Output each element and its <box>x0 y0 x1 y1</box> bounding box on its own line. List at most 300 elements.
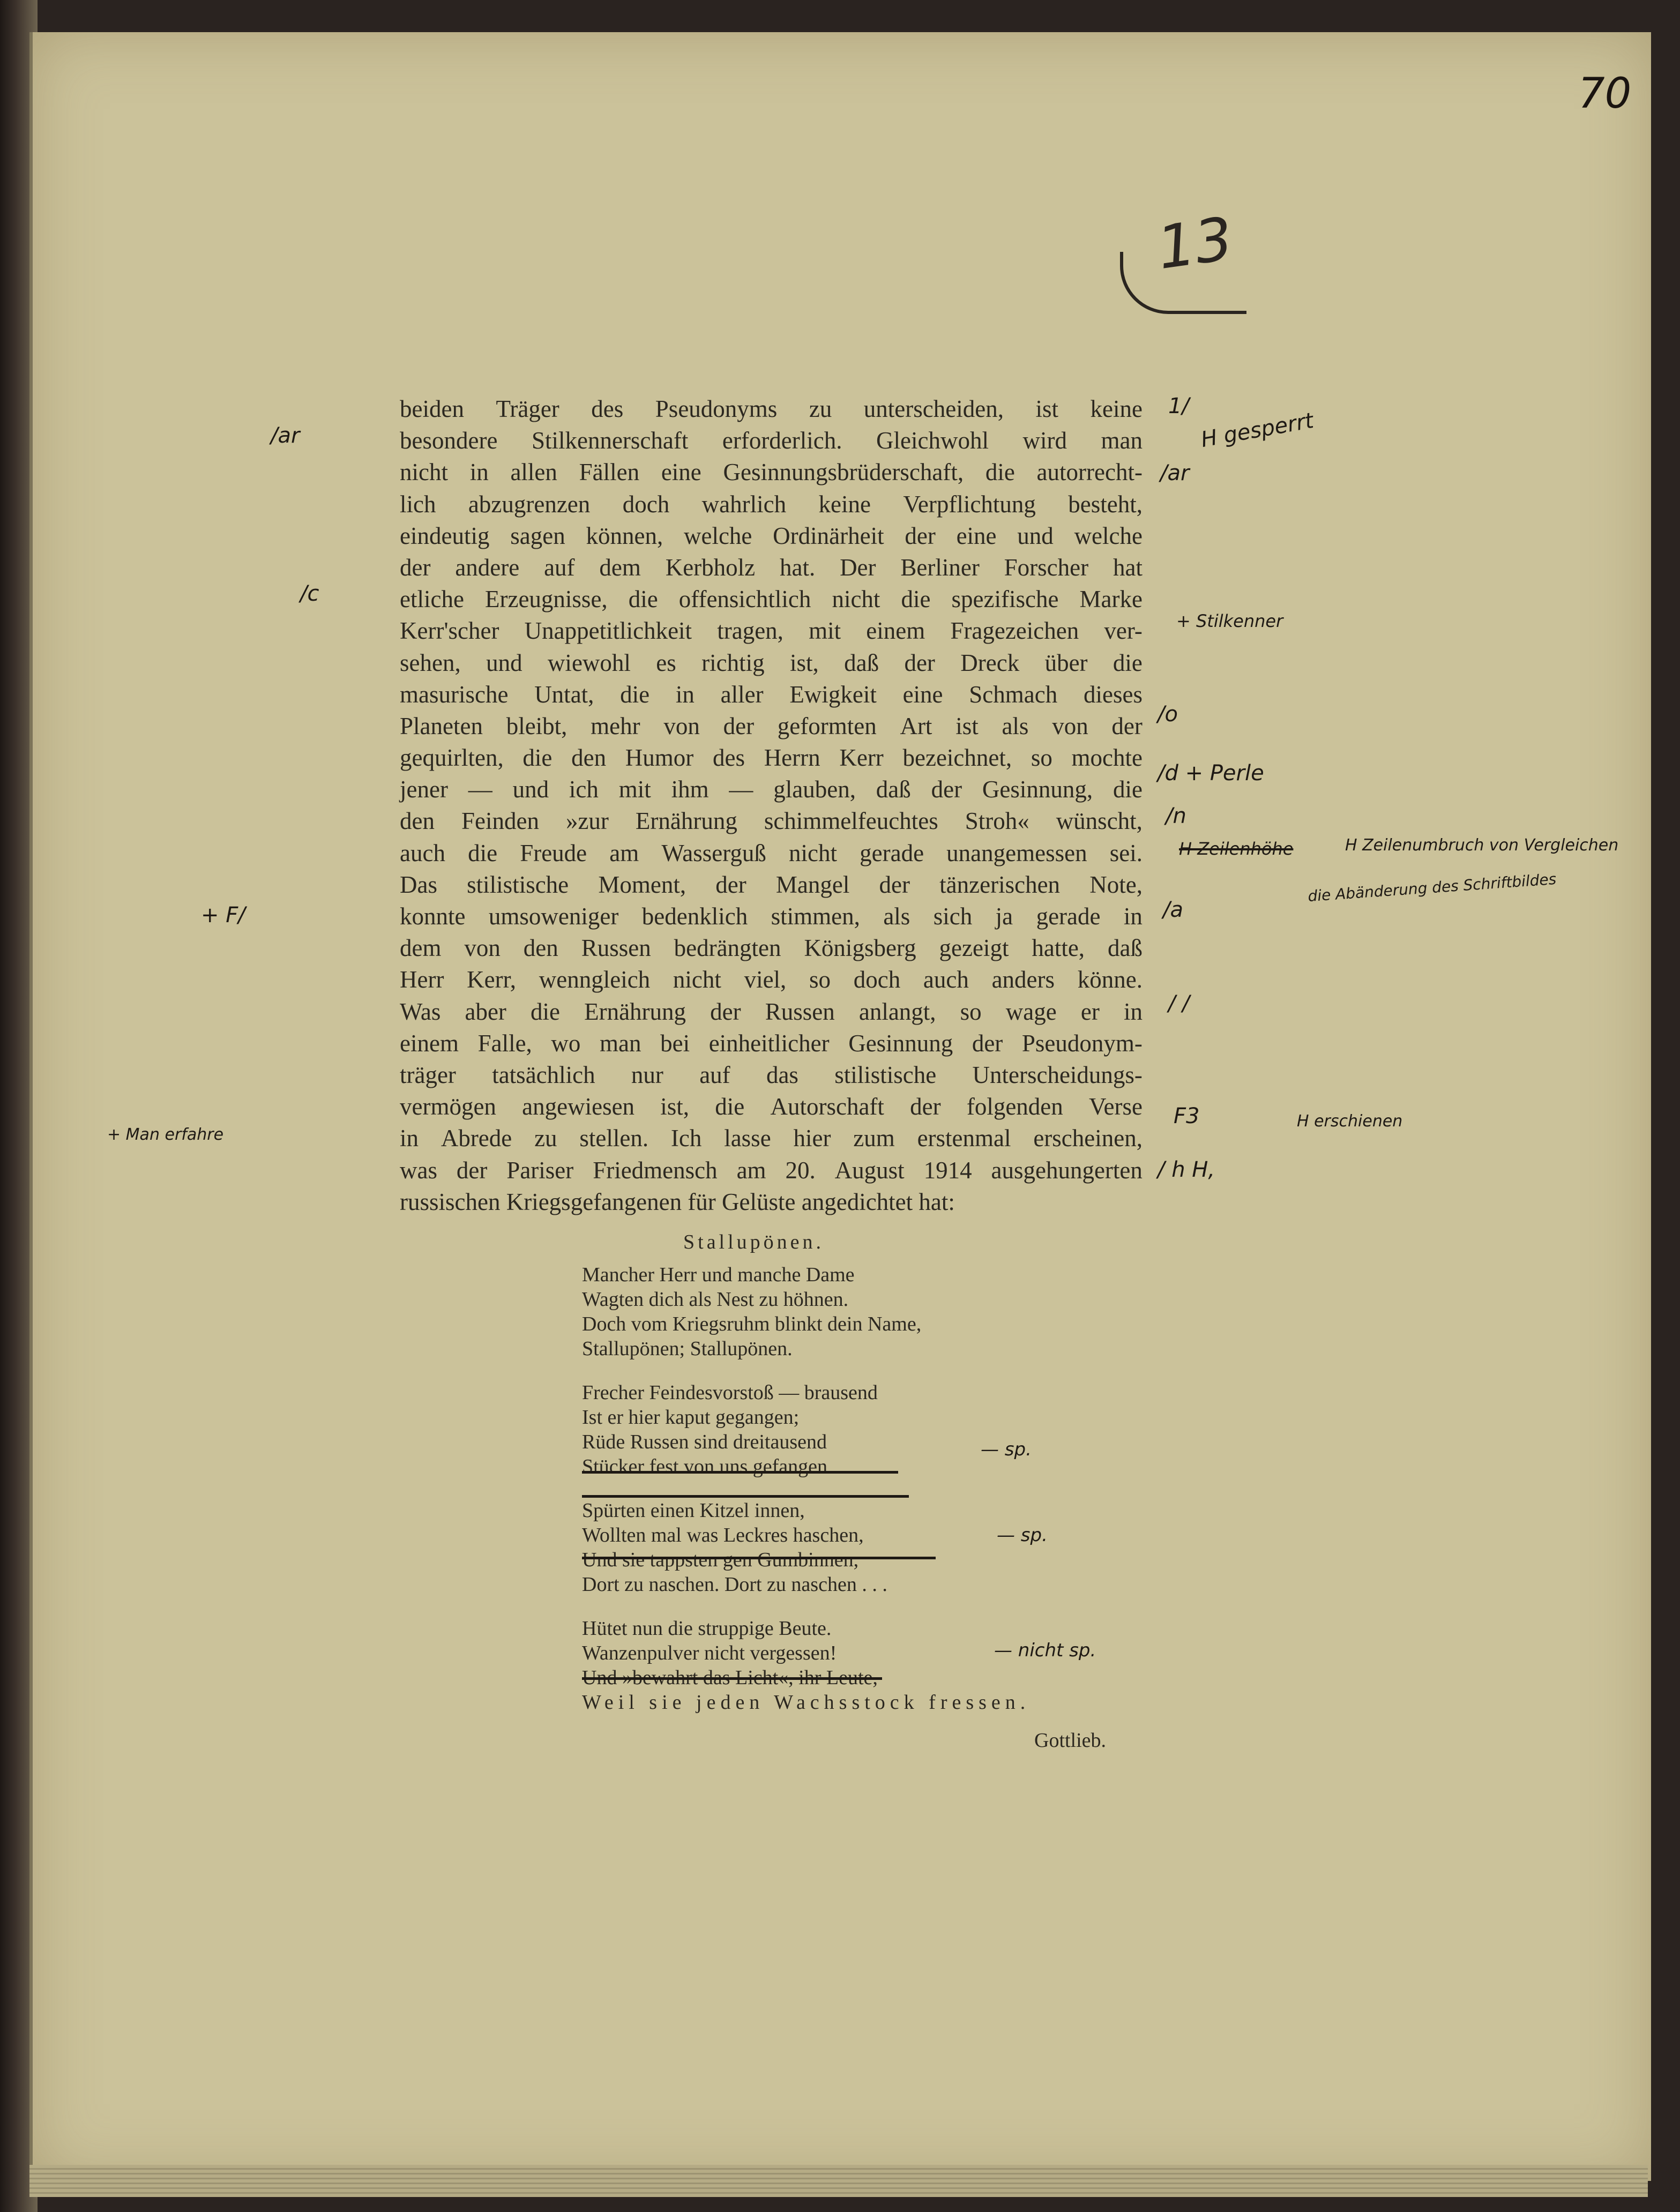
word: Herrn <box>764 744 820 772</box>
margin-note: — sp. <box>981 1439 1032 1460</box>
word: dem <box>599 554 641 581</box>
word: bedenklich <box>641 903 748 930</box>
prose-line <box>400 869 1143 901</box>
word: er <box>1080 998 1100 1025</box>
word: nur <box>631 1061 663 1088</box>
word: ausgehungerten <box>991 1156 1143 1184</box>
word: der <box>1111 712 1143 739</box>
word: der <box>710 998 741 1025</box>
word: Kerr'scher <box>400 617 499 645</box>
margin-note: /d + Perle <box>1158 761 1264 786</box>
word: nicht <box>400 459 448 486</box>
word: mehr <box>591 712 640 739</box>
word: tatsächlich <box>492 1061 595 1088</box>
word: einheitlicher <box>708 1029 830 1057</box>
word: können, <box>586 522 663 549</box>
prose-line <box>400 393 1143 425</box>
poem-stanza <box>582 1498 1118 1597</box>
word: am <box>609 839 639 866</box>
word: schimmelfeuchtes <box>764 808 938 835</box>
word: und <box>486 649 522 676</box>
word: Fragezeichen <box>950 617 1079 645</box>
word: ist <box>955 712 979 739</box>
word: Kerbholz <box>665 554 756 581</box>
poem-line: Und »bewahrt das Licht«, ihr Leute, <box>582 1667 878 1689</box>
word: Mangel <box>775 871 850 898</box>
word: eindeutig <box>400 522 490 549</box>
word: bedrängten <box>674 935 781 962</box>
word: das <box>766 1061 798 1088</box>
word: Unterscheidungs- <box>972 1061 1143 1088</box>
word: Note, <box>1089 871 1143 898</box>
word: ja <box>995 903 1013 930</box>
word: sei. <box>1109 839 1143 866</box>
margin-note: die Abänderung des Schriftbildes <box>1307 870 1557 906</box>
word: der <box>972 1029 1003 1057</box>
prose-line <box>400 1059 1143 1091</box>
word: Moment, <box>598 871 686 898</box>
prose-body <box>400 393 1143 1218</box>
margin-note: H Zeilenumbruch von Vergleichen <box>1345 836 1619 855</box>
word: zu <box>809 395 832 422</box>
prose-line <box>400 520 1143 552</box>
word: jener <box>400 776 448 803</box>
word: eine <box>661 459 701 486</box>
word: mochte <box>1071 744 1143 772</box>
word: — <box>468 776 492 803</box>
word: gezeigt <box>939 935 1009 962</box>
word: hatte, <box>1032 935 1085 962</box>
word: angewiesen <box>522 1093 635 1120</box>
prose-line <box>400 711 1143 742</box>
word: lich <box>400 490 436 518</box>
word: dem <box>400 935 442 962</box>
word: man <box>600 1029 641 1057</box>
word: in <box>1123 903 1143 930</box>
word: die <box>620 681 650 708</box>
poem-line: Weil sie jeden Wachsstock fressen. <box>582 1691 1031 1714</box>
word: eine <box>902 681 943 708</box>
margin-note: — sp. <box>997 1525 1048 1546</box>
word: abzugrenzen <box>468 490 591 518</box>
poem-stanza <box>582 1616 1118 1715</box>
poem-stanza <box>582 1380 1118 1479</box>
word: Wasserguß <box>661 839 766 866</box>
word: Russen <box>765 998 835 1025</box>
word: Ernährung <box>635 808 737 835</box>
word: beiden <box>400 395 464 422</box>
word: daß <box>844 649 879 676</box>
word: keine <box>818 490 871 518</box>
word: Autorschaft <box>770 1093 884 1120</box>
word: welche <box>683 522 752 549</box>
word: nicht <box>832 586 880 613</box>
word: Verse <box>1088 1093 1143 1120</box>
word: ich <box>569 776 599 803</box>
prose-line <box>400 489 1143 520</box>
word: Unappetitlichkeit <box>524 617 692 645</box>
word: August <box>834 1156 905 1184</box>
word: lasse <box>724 1125 771 1152</box>
prose-line <box>400 901 1143 932</box>
underline-mark <box>582 1471 898 1474</box>
margin-note: H gesperrt <box>1199 408 1316 453</box>
word: doch <box>622 490 670 518</box>
word: zum <box>853 1125 895 1152</box>
word: Gesinnung <box>848 1029 953 1057</box>
word: könne. <box>1077 966 1143 993</box>
word: geformten <box>777 712 877 739</box>
word: Herr <box>400 966 444 993</box>
word: stellen. <box>579 1125 649 1152</box>
word: Fällen <box>579 459 640 486</box>
poem-line: Ist er hier kaput gegangen; <box>582 1406 800 1429</box>
word: Falle, <box>477 1029 532 1057</box>
word: sagen <box>510 522 565 549</box>
word: wenngleich <box>539 966 651 993</box>
word: ver- <box>1104 617 1143 645</box>
prose-line <box>400 615 1143 647</box>
word: Gesinnung, <box>982 776 1093 803</box>
poem-line: Dort zu naschen. Dort zu naschen . . . <box>582 1573 887 1596</box>
word: anlangt, <box>858 998 936 1025</box>
word: Friedmensch <box>593 1156 718 1184</box>
word: Berliner <box>900 554 980 581</box>
word: 20. <box>785 1156 816 1184</box>
prose-line <box>400 647 1143 679</box>
word: Pseudonyms <box>655 395 778 422</box>
word: Feinden <box>461 808 539 835</box>
word: die <box>628 586 658 613</box>
word: in <box>400 1125 419 1152</box>
word: Dreck <box>960 649 1020 676</box>
word: erstenmal <box>917 1125 1011 1152</box>
word: den <box>400 808 435 835</box>
word: tänzerischen <box>939 871 1061 898</box>
word: der <box>905 522 936 549</box>
word: unterscheiden, <box>863 395 1004 422</box>
word: die <box>522 744 552 772</box>
poem-signature: Gottlieb. <box>1034 1729 1107 1752</box>
word: Abrede <box>440 1125 512 1152</box>
word: Humor <box>625 744 694 772</box>
poem-title: Stallupönen. <box>683 1231 825 1253</box>
word: wo <box>551 1029 581 1057</box>
word: von <box>1052 712 1088 739</box>
word: Das <box>400 871 437 898</box>
poem-line: Mancher Herr und manche Dame <box>582 1264 855 1286</box>
word: zu <box>534 1125 557 1152</box>
margin-note: — nicht sp. <box>994 1640 1096 1661</box>
poem-line: Spürten einen Kitzel innen, <box>582 1499 805 1522</box>
word: auch <box>400 839 445 866</box>
word: in <box>675 681 695 708</box>
margin-note: /c <box>300 581 319 606</box>
margin-note: /ar <box>1160 461 1190 485</box>
word: am <box>736 1156 766 1184</box>
prose-line: russischen Kriegsgefangenen für Gelüste angedichtet hat: <box>400 1188 955 1215</box>
word: von <box>464 935 501 962</box>
word: vermögen <box>400 1093 496 1120</box>
word: der <box>904 649 935 676</box>
word: tragen, <box>717 617 783 645</box>
word: Pariser <box>506 1156 574 1184</box>
margin-note: / / <box>1168 991 1190 1016</box>
word: ist <box>1035 395 1058 422</box>
underline-mark <box>582 1557 936 1559</box>
word: Ewigkeit <box>789 681 877 708</box>
word: umsoweniger <box>488 903 619 930</box>
underline-mark <box>582 1677 882 1680</box>
page-edge <box>29 2165 1648 2197</box>
word: Planeten <box>400 712 483 739</box>
word: gerade <box>1036 903 1101 930</box>
word: daß <box>876 776 911 803</box>
margin-note: /ar <box>271 423 300 448</box>
word: spezifische <box>951 586 1059 613</box>
word: die <box>468 839 498 866</box>
word: unangemessen <box>946 839 1087 866</box>
word: nicht <box>789 839 838 866</box>
word: der <box>879 871 910 898</box>
prose-line <box>400 425 1143 457</box>
margin-note: 1/ <box>1168 394 1189 419</box>
word: der <box>715 871 746 898</box>
word: so <box>809 966 831 993</box>
prose-line <box>400 457 1143 488</box>
prose-line <box>400 1123 1143 1154</box>
word: nicht <box>673 966 721 993</box>
word: ist, <box>660 1093 690 1120</box>
word: daß <box>1107 935 1143 962</box>
poem-line: Stallupönen; Stallupönen. <box>582 1337 793 1360</box>
word: als <box>883 903 910 930</box>
poem-line: Und sie tappsten gen Gumbinnen, <box>582 1549 859 1571</box>
word: Stilkennerschaft <box>531 427 689 454</box>
word: der <box>910 1093 941 1120</box>
word: anders <box>991 966 1055 993</box>
word: des <box>591 395 624 422</box>
word: Stroh« <box>965 808 1029 835</box>
word: Träger <box>496 395 559 422</box>
word: sehen, <box>400 649 461 676</box>
word: dieses <box>1083 681 1143 708</box>
poem-line: Frecher Feindesvorstoß — brausend <box>582 1381 878 1404</box>
word: Verpflichtung <box>903 490 1036 518</box>
word: erforderlich. <box>722 427 842 454</box>
word: Marke <box>1079 586 1143 613</box>
word: doch <box>853 966 901 993</box>
word: aber <box>465 998 506 1025</box>
word: besondere <box>400 427 498 454</box>
word: die <box>531 998 560 1025</box>
word: einem <box>866 617 925 645</box>
prose-line <box>400 838 1143 869</box>
prose-line <box>400 932 1143 964</box>
word: den <box>523 935 558 962</box>
word: träger <box>400 1061 456 1088</box>
prose-line <box>400 584 1143 615</box>
word: gequirlten, <box>400 744 504 772</box>
word: Gesinnungsbrüderschaft, <box>723 459 964 486</box>
poem-line: Wanzenpulver nicht vergessen! <box>582 1642 837 1664</box>
word: Pseudonym- <box>1021 1029 1143 1057</box>
margin-note: H erschienen <box>1297 1112 1403 1131</box>
folio-number: 70 <box>1578 70 1632 118</box>
margin-note: H Zeilenhöhe <box>1179 839 1294 859</box>
word: stilistische <box>467 871 569 898</box>
word: welche <box>1074 522 1143 549</box>
word: keine <box>1090 395 1143 422</box>
prose-line <box>400 1028 1143 1059</box>
margin-note: F3 <box>1174 1104 1200 1129</box>
word: Untat, <box>534 681 594 708</box>
margin-note: + Stilkenner <box>1176 611 1283 631</box>
word: erscheinen, <box>1033 1125 1143 1152</box>
word: viel, <box>744 966 787 993</box>
word: aller <box>720 681 764 708</box>
word: stilistische <box>834 1061 937 1088</box>
margin-note: + F/ <box>201 903 245 928</box>
underline-mark <box>582 1495 909 1498</box>
word: der <box>456 1156 488 1184</box>
word: autorrecht- <box>1036 459 1143 486</box>
word: des <box>712 744 745 772</box>
word: richtig <box>701 649 765 676</box>
word: »zur <box>565 808 609 835</box>
word: 1914 <box>923 1156 972 1184</box>
word: den <box>571 744 607 772</box>
word: und <box>1017 522 1054 549</box>
word: Gleichwohl <box>876 427 989 454</box>
margin-note: /o <box>1158 702 1178 727</box>
word: die <box>1112 776 1143 803</box>
word: von <box>663 712 700 739</box>
word: wage <box>1005 998 1057 1025</box>
word: masurische <box>400 681 509 708</box>
poem-line: Wagten dich als Nest zu höhnen. <box>582 1288 849 1311</box>
word: andere <box>455 554 520 581</box>
word: wiewohl <box>547 649 631 676</box>
word: hier <box>793 1125 831 1152</box>
word: über <box>1044 649 1088 676</box>
word: allen <box>510 459 557 486</box>
word: was <box>400 1156 437 1184</box>
word: bezeichnet, <box>902 744 1012 772</box>
word: die <box>901 586 931 613</box>
poem-line: Doch vom Kriegsruhm blinkt dein Name, <box>582 1313 922 1335</box>
word: gerade <box>860 839 924 866</box>
word: mit <box>809 617 841 645</box>
word: Ich <box>670 1125 702 1152</box>
margin-note: + Man erfahre <box>107 1125 224 1144</box>
word: Schmach <box>969 681 1058 708</box>
word: ihm <box>671 776 709 803</box>
word: in <box>1123 998 1143 1025</box>
word: Königsberg <box>804 935 916 962</box>
poem-stanza <box>582 1262 1118 1361</box>
word: Ordinärheit <box>773 522 884 549</box>
prose-line <box>400 1091 1143 1123</box>
word: wahrlich <box>701 490 787 518</box>
prose-line <box>400 1155 1143 1186</box>
word: einem <box>400 1029 459 1057</box>
word: Russen <box>581 935 651 962</box>
word: man <box>1101 427 1143 454</box>
word: Freude <box>520 839 587 866</box>
word: der <box>931 776 962 803</box>
word: ist, <box>789 649 819 676</box>
word: Forscher <box>1004 554 1089 581</box>
word: Was <box>400 998 441 1025</box>
word: besteht, <box>1068 490 1143 518</box>
word: mit <box>618 776 651 803</box>
word: Erzeugnisse, <box>485 586 608 613</box>
word: Kerr, <box>467 966 517 993</box>
prose-line <box>400 742 1143 774</box>
word: Der <box>840 554 876 581</box>
word: hat <box>1112 554 1143 581</box>
word: Kerr <box>839 744 884 772</box>
word: — <box>729 776 753 803</box>
word: in <box>469 459 489 486</box>
poem-line: Hütet nun die struppige Beute. <box>582 1617 832 1640</box>
word: eine <box>956 522 997 549</box>
word: wird <box>1022 427 1067 454</box>
word: bei <box>660 1029 690 1057</box>
word: es <box>656 649 676 676</box>
word: und <box>512 776 549 803</box>
word: etliche <box>400 586 464 613</box>
word: offensichtlich <box>678 586 811 613</box>
word: die <box>715 1093 745 1120</box>
prose-line <box>400 679 1143 711</box>
margin-note: /n <box>1166 804 1186 828</box>
word: die <box>985 459 1015 486</box>
word: auf <box>699 1061 730 1088</box>
word: der <box>400 554 431 581</box>
prose-line <box>400 552 1143 584</box>
word: auf <box>544 554 575 581</box>
word: wünscht, <box>1056 808 1143 835</box>
word: hat. <box>779 554 816 581</box>
poem-line: Stücker fest von uns gefangen. <box>582 1455 833 1478</box>
word: Art <box>900 712 932 739</box>
margin-note: /a <box>1163 898 1183 922</box>
word: glauben, <box>773 776 856 803</box>
word: sich <box>933 903 973 930</box>
word: so <box>1031 744 1052 772</box>
prose-line <box>400 805 1143 837</box>
poem-line: Wollten mal was Leckres haschen, <box>582 1524 864 1546</box>
sheet-number: 13 <box>1153 204 1237 283</box>
word: so <box>960 998 982 1025</box>
word: konnte <box>400 903 466 930</box>
word: bleibt, <box>506 712 568 739</box>
word: stimmen, <box>771 903 860 930</box>
word: Ernährung <box>584 998 686 1025</box>
word: auch <box>923 966 969 993</box>
prose-line <box>400 774 1143 805</box>
word: als <box>1002 712 1029 739</box>
prose-line <box>400 996 1143 1028</box>
poem-line: Rüde Russen sind dreitausend <box>582 1431 827 1453</box>
word: die <box>1112 649 1143 676</box>
margin-note: / h H, <box>1158 1157 1215 1182</box>
word: der <box>723 712 755 739</box>
word: folgenden <box>966 1093 1063 1120</box>
prose-line <box>400 964 1143 996</box>
